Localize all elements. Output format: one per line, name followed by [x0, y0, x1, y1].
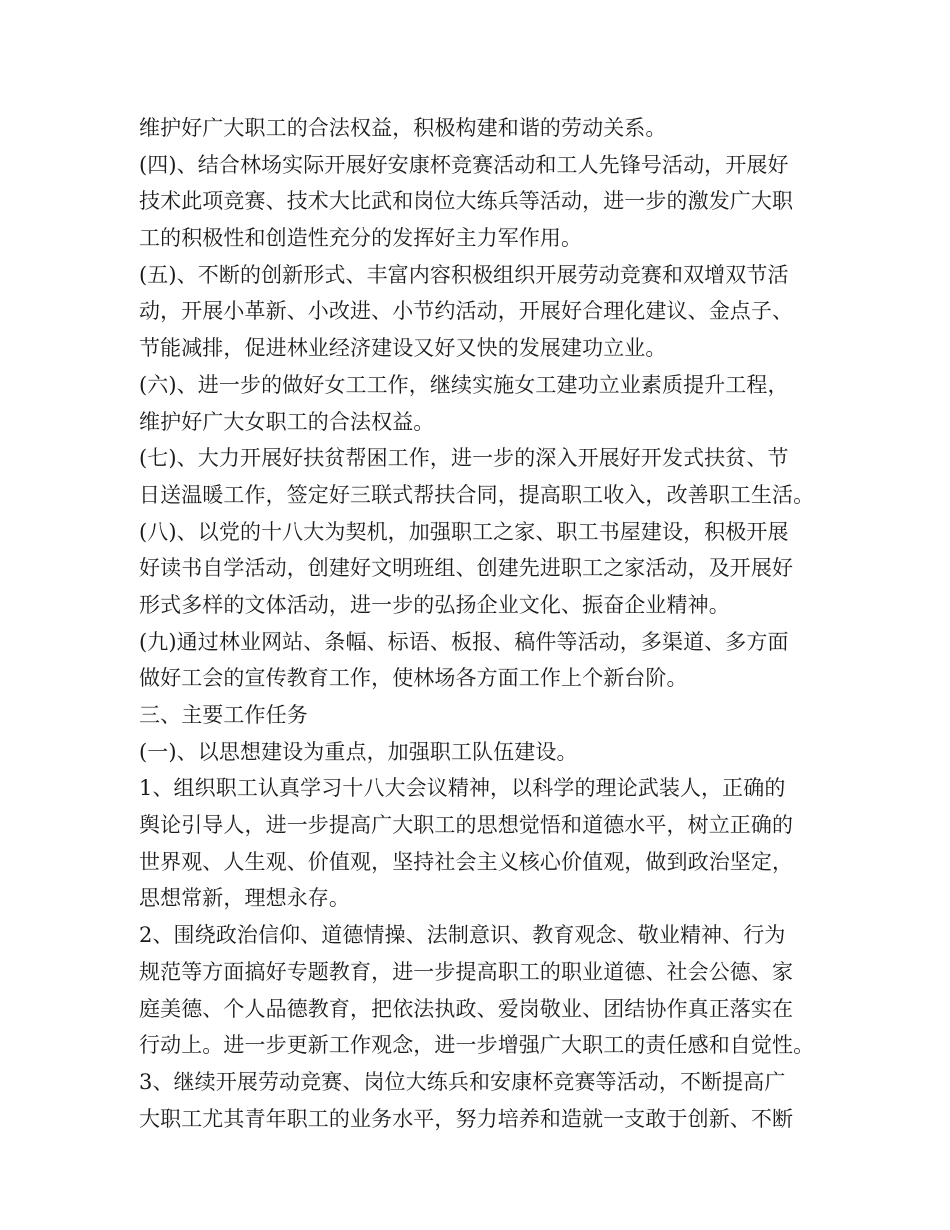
text-line: 3、继续开展劳动竞赛、岗位大练兵和安康杯竞赛等活动，不断提高广 — [139, 1069, 786, 1094]
text-line: (九)通过林业网站、条幅、标语、板报、稿件等活动，多渠道、多方面 — [139, 629, 789, 654]
text-line: 规范等方面搞好专题教育，进一步提高职工的职业道德、社会公德、家 — [139, 959, 794, 984]
text-line: 维护好广大职工的合法权益，积极构建和谐的劳动关系。 — [139, 116, 667, 140]
text-line: 形式多样的文体活动，进一步的弘扬企业文化、振奋企业精神。 — [139, 592, 730, 617]
text-line: (四)、结合林场实际开展好安康杯竞赛活动和工人先锋号活动，开展好 — [139, 152, 789, 177]
text-line: (五)、不断的创新形式、丰富内容积极组织开展劳动竞赛和双增双节活 — [139, 262, 789, 287]
text-line: 1、组织职工认真学习十八大会议精神，以科学的理论武装人，正确的 — [139, 776, 786, 801]
text-line: 2、围绕政治信仰、道德情操、法制意识、教育观念、敬业精神、行为 — [139, 923, 786, 948]
text-line: 维护好广大女职工的合法权益。 — [139, 409, 435, 434]
text-line: (七)、大力开展好扶贫帮困工作，进一步的深入开展好开发式扶贫、节 — [139, 446, 789, 471]
text-line: 好读书自学活动，创建好文明班组、创建先进职工之家活动，及开展好 — [139, 556, 794, 581]
text-line: 动，开展小革新、小改进、小节约活动，开展好合理化建议、金点子、 — [139, 299, 794, 324]
text-line: 世界观、人生观、价值观，坚持社会主义核心价值观，做到政治坚定， — [139, 849, 794, 874]
text-line: 节能减排，促进林业经济建设又好又快的发展建功立业。 — [139, 336, 667, 361]
text-line: 思想常新，理想永存。 — [139, 886, 350, 911]
text-line: 技术此项竞赛、技术大比武和岗位大练兵等活动，进一步的激发广大职 — [139, 189, 794, 214]
text-line: 舆论引导人，进一步提高广大职工的思想觉悟和道德水平，树立正确的 — [139, 813, 794, 838]
section-heading: 三、主要工作任务 — [139, 703, 308, 727]
text-line: (八)、以党的十八大为契机，加强职工之家、职工书屋建设，积极开展 — [139, 519, 789, 544]
text-line: 日送温暖工作，签定好三联式帮扶合同，提高职工收入，改善职工生活。 — [139, 482, 815, 507]
text-line: (六)、进一步的做好女工工作，继续实施女工建功立业素质提升工程， — [139, 372, 789, 397]
document-body — [139, 110, 839, 1137]
text-line: 做好工会的宣传教育工作，使林场各方面工作上个新台阶。 — [139, 666, 688, 691]
text-line: 庭美德、个人品德教育，把依法执政、爱岗敬业、团结协作真正落实在 — [139, 996, 794, 1021]
text-line: 大职工尤其青年职工的业务水平，努力培养和造就一支敢于创新、不断 — [139, 1106, 794, 1131]
text-line: (一)、以思想建设为重点，加强职工队伍建设。 — [139, 739, 578, 764]
text-line: 工的积极性和创造性充分的发挥好主力军作用。 — [139, 226, 583, 251]
text-line: 行动上。进一步更新工作观念，进一步增强广大职工的责任感和自觉性。 — [139, 1033, 815, 1058]
